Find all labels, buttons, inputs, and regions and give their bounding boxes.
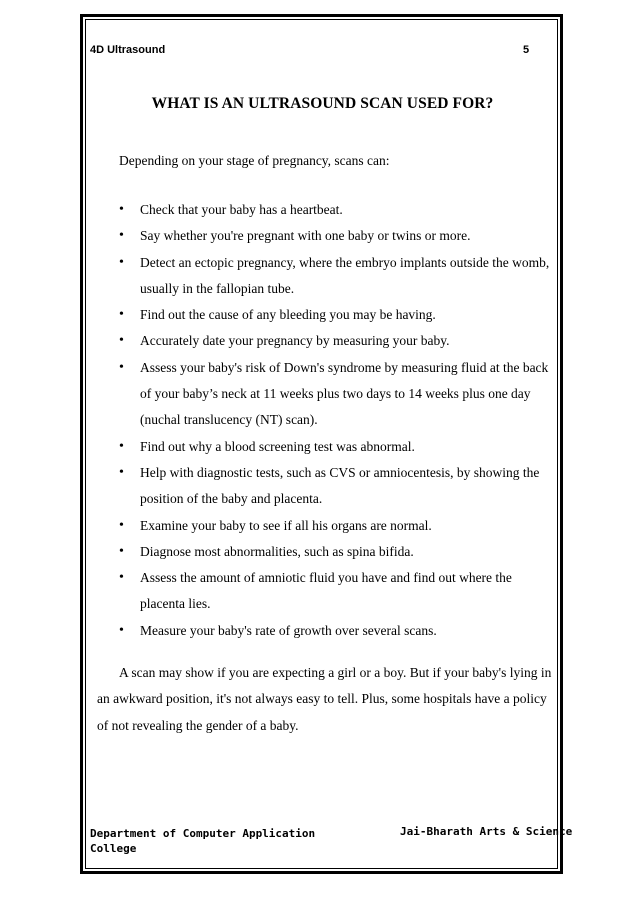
footer-college: Jai-Bharath Arts & Science <box>400 825 573 838</box>
list-item: • Examine your baby to see if all his organs are normal. <box>119 513 559 539</box>
header-title: 4D Ultrasound <box>90 44 166 56</box>
footer-department: Department of Computer Application <box>90 827 316 840</box>
intro-text: Depending on your stage of pregnancy, scans can: <box>119 153 390 168</box>
footer-college-continued: College <box>90 842 137 855</box>
page-number: 5 <box>523 44 530 56</box>
list-item: • Check that your baby has a heartbeat. <box>119 197 559 223</box>
bullet-list <box>119 197 559 644</box>
list-item: • Say whether you're pregnant with one baby or twins or more. <box>119 223 559 249</box>
list-item: • Find out the cause of any bleeding you may be having. <box>119 302 559 328</box>
list-item: • Assess the amount of amniotic fluid you have and find out where the placenta lies. <box>119 565 559 618</box>
list-item: • Diagnose most abnormalities, such as spina bifida. <box>119 539 559 565</box>
list-item: • Help with diagnostic tests, such as CVS or amniocentesis, by showing the position of the baby and placenta. <box>119 460 559 513</box>
list-item: • Assess your baby's risk of Down's syndrome by measuring fluid at the back of your baby’s neck at 11 weeks plus two days to 14 weeks plus one day (nuchal translucency (NT) scan). <box>119 355 559 434</box>
closing-paragraph: A scan may show if you are expecting a girl or a boy. But if your baby's lying in an awkward position, it's not always easy to tell. Plus, some hospitals have a policy of not revealing the gender of a baby. <box>97 665 552 733</box>
list-item: • Detect an ectopic pregnancy, where the embryo implants outside the womb, usually in the fallopian tube. <box>119 250 559 303</box>
list-item: • Measure your baby's rate of growth over several scans. <box>119 618 559 644</box>
list-item: • Find out why a blood screening test was abnormal. <box>119 434 559 460</box>
section-title: WHAT IS AN ULTRASOUND SCAN USED FOR? <box>151 95 494 112</box>
list-item: • Accurately date your pregnancy by measuring your baby. <box>119 328 559 354</box>
